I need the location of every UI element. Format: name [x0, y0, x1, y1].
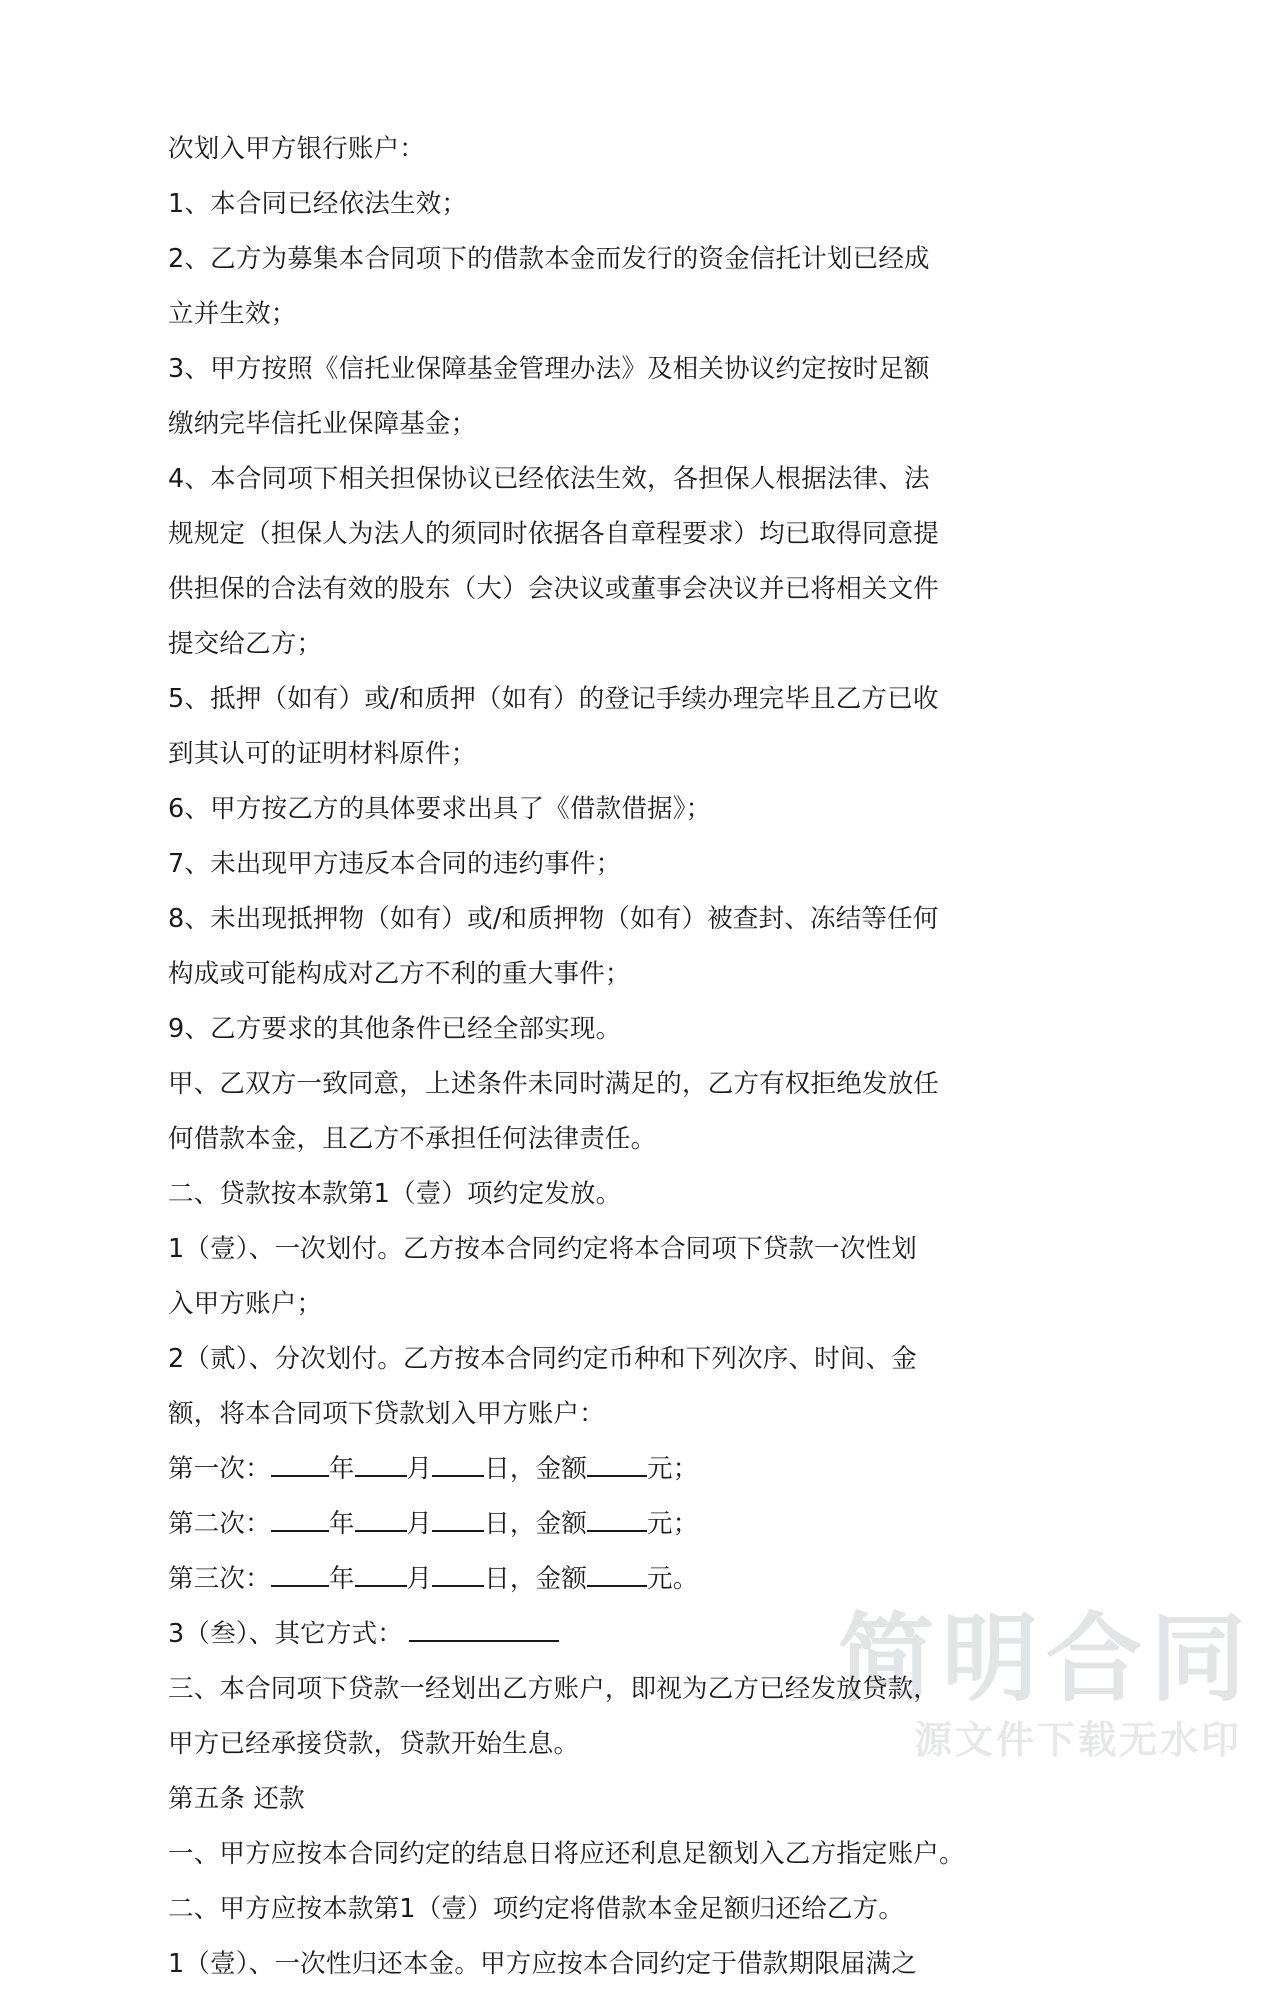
contract-line: 提交给乙方； [168, 629, 323, 659]
contract-line: 3、甲方按照《信托业保障基金管理办法》及相关协议约定按时足额 [168, 354, 930, 384]
other-method-blank[interactable] [409, 1618, 559, 1642]
installment-year-unit: 年 [328, 1454, 355, 1484]
installment-day-blank[interactable] [432, 1563, 484, 1587]
installment-row [168, 1552, 980, 1607]
installment-amount-unit: 元。 [647, 1564, 699, 1594]
contract-line: 5、抵押（如有）或/和质押（如有）的登记手续办理完毕且乙方已收 [168, 684, 939, 714]
document-body [168, 122, 980, 1992]
installment-amount-unit: 元； [647, 1509, 699, 1539]
contract-line: 到其认可的证明材料原件； [168, 739, 477, 769]
installment-day-unit: 日，金额 [484, 1454, 588, 1484]
installment-day-unit: 日，金额 [484, 1564, 588, 1594]
contract-line: 缴纳完毕信托业保障基金； [168, 409, 477, 439]
installment-day-blank[interactable] [432, 1453, 484, 1477]
watermark-logo: 简明合同 [838, 1603, 1254, 1716]
contract-line: 二、贷款按本款第1（壹）项约定发放。 [168, 1179, 622, 1209]
other-method-line [168, 1607, 980, 1662]
contract-line: 一、甲方应按本合同约定的结息日将应还利息足额划入乙方指定账户。 [168, 1839, 965, 1869]
contract-line: 次划入甲方银行账户： [168, 134, 426, 164]
contract-line: 7、未出现甲方违反本合同的违约事件； [168, 849, 622, 879]
installment-amount-blank[interactable] [587, 1508, 647, 1532]
contract-line: 第五条 还款 [168, 1784, 305, 1814]
installment-month-unit: 月 [406, 1564, 433, 1594]
installment-day-blank[interactable] [432, 1508, 484, 1532]
contract-line: 规规定（担保人为法人的须同时依据各自章程要求）均已取得同意提 [168, 519, 940, 549]
contract-line: 入甲方账户； [168, 1289, 323, 1319]
contract-line: 供担保的合法有效的股东（大）会决议或董事会决议并已将相关文件 [168, 574, 940, 604]
contract-line: 6、甲方按乙方的具体要求出具了《借款借据》； [168, 794, 712, 824]
installment-year-blank[interactable] [271, 1453, 329, 1477]
contract-line: 甲方已经承接贷款，贷款开始生息。 [168, 1729, 580, 1759]
installment-year-unit: 年 [328, 1564, 355, 1594]
contract-line: 构成或可能构成对乙方不利的重大事件； [168, 959, 631, 989]
installment-amount-blank[interactable] [587, 1563, 647, 1587]
contract-line: 9、乙方要求的其他条件已经全部实现。 [168, 1014, 622, 1044]
installment-month-unit: 月 [406, 1509, 433, 1539]
installment-row [168, 1497, 980, 1552]
other-method-label: 3（叁）、其它方式： [168, 1619, 403, 1649]
contract-line: 1、本合同已经依法生效； [168, 189, 468, 219]
contract-line: 8、未出现抵押物（如有）或/和质押物（如有）被查封、冻结等任何 [168, 904, 939, 934]
contract-line: 2（贰）、分次划付。乙方按本合同约定币种和下列次序、时间、金 [168, 1344, 917, 1374]
contract-line: 立并生效； [168, 299, 297, 329]
contract-line: 何借款本金，且乙方不承担任何法律责任。 [168, 1124, 657, 1154]
installment-year-blank[interactable] [271, 1563, 329, 1587]
installment-label: 第三次： [168, 1564, 271, 1594]
installment-amount-blank[interactable] [587, 1453, 647, 1477]
installment-month-unit: 月 [406, 1454, 433, 1484]
contract-line: 1（壹）、一次性归还本金。甲方应按本合同约定于借款期限届满之 [168, 1949, 917, 1979]
installment-label: 第一次： [168, 1454, 271, 1484]
installment-year-unit: 年 [328, 1509, 355, 1539]
installment-month-blank[interactable] [355, 1453, 407, 1477]
installment-day-unit: 日，金额 [484, 1509, 588, 1539]
contract-clause-lines [168, 122, 980, 1442]
contract-line: 2、乙方为募集本合同项下的借款本金而发行的资金信托计划已经成 [168, 244, 930, 274]
installment-schedule [168, 1442, 980, 1607]
installment-year-blank[interactable] [271, 1508, 329, 1532]
installment-month-blank[interactable] [355, 1508, 407, 1532]
installment-row [168, 1442, 980, 1497]
contract-tail-lines [168, 1662, 980, 1992]
contract-line: 额，将本合同项下贷款划入甲方账户： [168, 1399, 605, 1429]
contract-line: 三、本合同项下贷款一经划出乙方账户，即视为乙方已经发放贷款， [168, 1674, 940, 1704]
contract-line: 1（壹）、一次划付。乙方按本合同约定将本合同项下贷款一次性划 [168, 1234, 917, 1264]
contract-line: 甲、乙双方一致同意，上述条件未同时满足的，乙方有权拒绝发放任 [168, 1069, 940, 1099]
watermark-subtitle: 源文件下载无水印 [913, 1718, 1242, 1763]
contract-line: 二、甲方应按本款第1（壹）项约定将借款本金足额归还给乙方。 [168, 1894, 905, 1924]
installment-amount-unit: 元； [647, 1454, 699, 1484]
contract-line: 4、本合同项下相关担保协议已经依法生效，各担保人根据法律、法 [168, 464, 930, 494]
installment-month-blank[interactable] [355, 1563, 407, 1587]
installment-label: 第二次： [168, 1509, 271, 1539]
